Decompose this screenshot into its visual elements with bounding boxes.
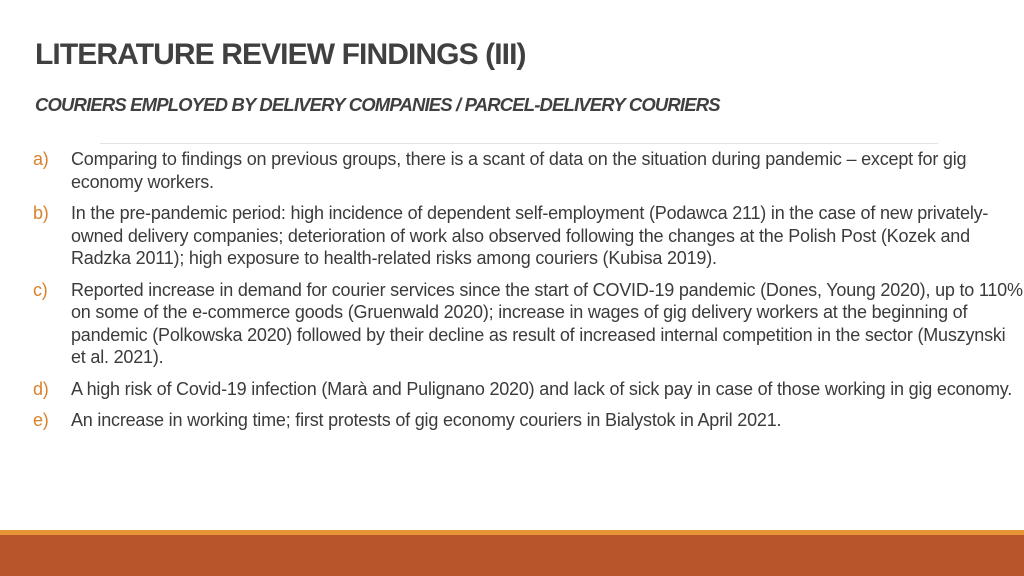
finding-text: An increase in working time; first protests of gig economy couriers in Bialystok in April 2021. xyxy=(71,410,782,430)
title-divider xyxy=(100,143,938,144)
finding-text: Reported increase in demand for courier services since the start of COVID-19 pandemic (Dones, Young 2020), up to 110% on some of the e-commerce goods (Gruenwald 2020); increase in wages of gig delivery workers at the beginning of pandemic (Polkowska 2020) followed by their decline as result of increased internal competition in the sector (Muszynski et al. 2021). xyxy=(71,279,1023,367)
footer-band xyxy=(0,535,1024,576)
finding-text: Comparing to findings on previous groups, there is a scant of data on the situation during pandemic – except for gig economy workers. xyxy=(71,149,967,192)
list-marker: a) xyxy=(33,149,49,169)
finding-text: In the pre-pandemic period: high incidence of dependent self-employment (Podawca 211) in the case of new privately-owned delivery companies; deterioration of work also observed following the changes at the Polish Post (Kozek and Radzka 2011); high exposure to health-related risks among couriers (Kubisa 2019). xyxy=(71,203,989,268)
finding-text: A high risk of Covid-19 infection (Marà and Pulignano 2020) and lack of sick pay in case of those working in gig economy. xyxy=(71,378,1012,399)
list-marker: d) xyxy=(33,378,49,399)
finding-item-d xyxy=(33,378,1023,401)
findings-list xyxy=(33,148,1023,441)
finding-item-b xyxy=(33,202,1023,270)
list-marker: c) xyxy=(33,279,48,300)
slide-title: LITERATURE REVIEW FINDINGS (III) xyxy=(35,38,526,71)
list-marker: b) xyxy=(33,203,49,223)
slide-subtitle: COURIERS EMPLOYED BY DELIVERY COMPANIES / PARCEL-DELIVERY COURIERS xyxy=(35,94,720,115)
list-marker: e) xyxy=(33,410,49,430)
finding-item-a xyxy=(33,148,1023,193)
finding-item-e xyxy=(33,409,1023,432)
finding-item-c xyxy=(33,279,1023,369)
